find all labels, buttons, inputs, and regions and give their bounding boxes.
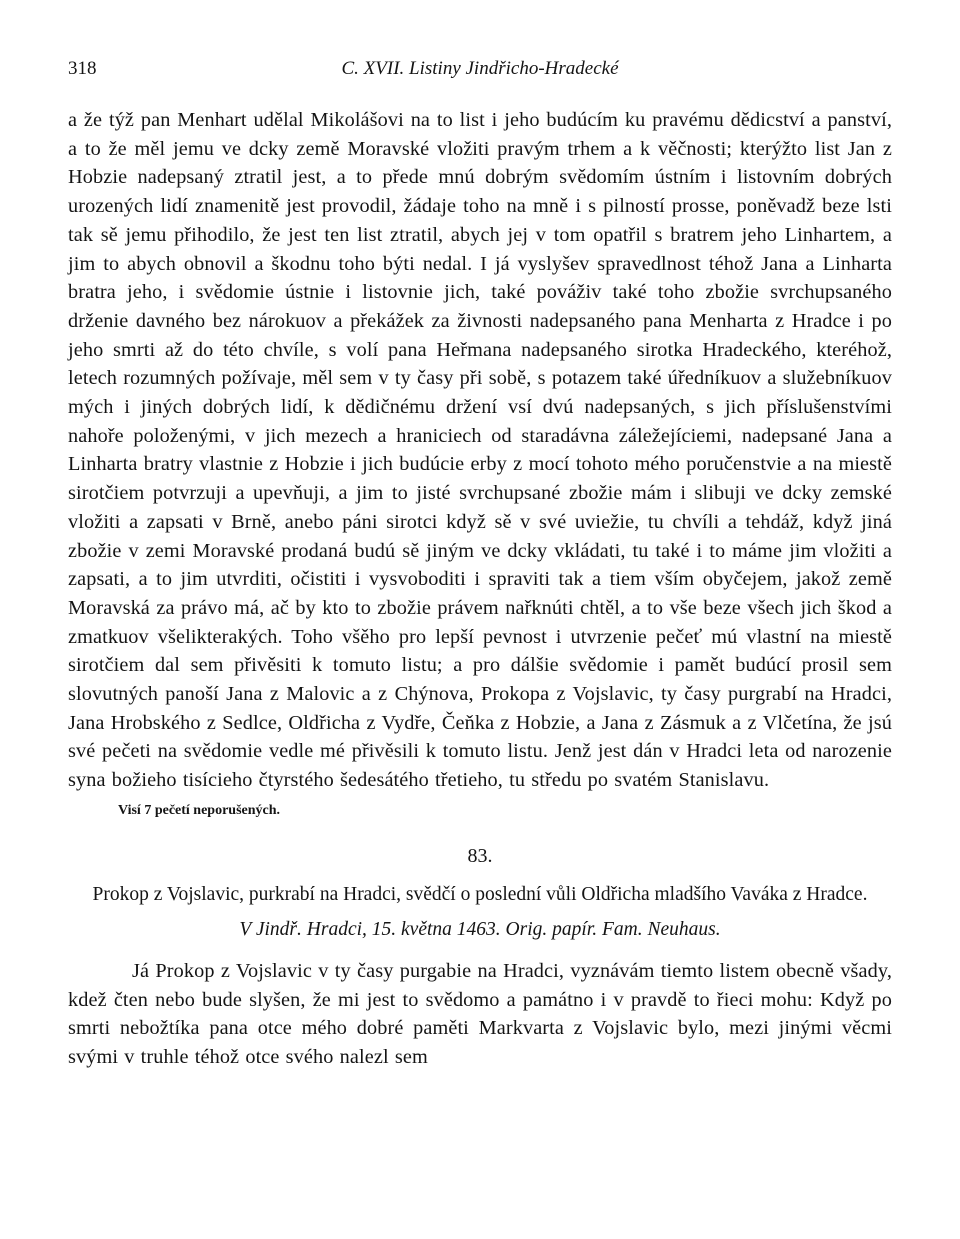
- document-body-paragraph: Já Prokop z Vojslavic v ty časy purgabie na Hradci, vyznávám tiemto listem obecně všady, kdež čten nebo bude slyšen, že mi jest to svědomo a památno i v pravdě to řieci mohu: Když po smrti nebožtíka pana otce mého dobré paměti Markvarta z Vojslavic bylo, mezi jinými věcmi svými v truhle téhož otce svého nalezl sem: [68, 959, 892, 1068]
- header-title: C. XVII. Listiny Jindřicho-Hradecké: [341, 58, 619, 79]
- page-number: 318: [68, 58, 97, 79]
- document-body: [68, 957, 892, 1072]
- main-text-block: [68, 106, 892, 795]
- seal-note: Visí 7 pečetí neporušených.: [118, 802, 281, 818]
- document-summary: Prokop z Vojslavic, purkrabí na Hradci, svědčí o poslední vůli Oldřicha mladšího Vaváka z Hradce.: [92, 883, 868, 905]
- document-source: V Jindř. Hradci, 15. května 1463. Orig. papír. Fam. Neuhaus.: [239, 918, 721, 940]
- document-page: [68, 52, 892, 1072]
- document-number: 83.: [467, 844, 493, 867]
- main-paragraph: a že týž pan Menhart udělal Mikolášovi na to list i jeho budúcím ku pravému dědicství a panství, a to že měl jemu ve dcky země Moravské vložiti pravým trhem a k věčnosti; kterýžto list Jan z Hobzie nadepsaný ztratil jest, a to přede mnú dobrým svědomím ústním i listovním dobrých urozených lidí znamenitě jest provodil, žádaje toho na mně i s pilností prosse, poněvadž beze lsti tak sě jemu přihodilo, že jest ten list ztratil, abych jej v tom opatřil s bratrem jeho Linhartem, a jim to abych obnovil a škodnu toho býti nedal. I já vyslyšev spravedlnost téhož Jana a Linharta bratra jeho, i svědomie ústnie i listovnie jich, také pováživ také toho zbožie svrchupsaného drženie davného bez nárokuov a překážek za živnosti nadepsaného pana Menharta z Hradce i po jeho smrti až do této chvíle, s volí pana Heřmana nadepsaného sirotka Hradeckého, kteréhož, letech rozumných požívaje, měl sem v ty časy při sobě, s potazem také úředníkuov a služebníkuov mých i jiných dobrých lidí, k dědičnému držení vsí dvú nadepsaných, s jich příslušenstvími nahoře položenými, v jich mezech a hraniciech od staradávna záležejíciemi, nadepsané Jana a Linharta bratry vlastnie z Hobzie i jich budúcie erby z mocí tohoto mého poručenstvie a na miestě sirotčiem potvrzuji a upevňuji, a jim to jisté svrchupsané zbožie mám i slibuji ve dcky zemské vložiti a zapsati v Brně, anebo páni sirotci když sě v své uviežie, tu chvíli a tehdáž, když jiná zbožie v zemi Moravské prodaná budú sě jiným ve dcky vkládati, tu také i to máme jim vložiti a zapsati, a to jim utvrditi, očistiti i vysvoboditi i spraviti tak a tiem vším obyčejem, jakož země Moravská za právo má, ač by kto to zbožie právem nařknúti chtěl, a to vše beze všech jich škod a zmatkuov všelikterakých. Toho všěho pro lepší pevnost i utvrzenie pečeť mú vlastní na miestě sirotčiem dal sem přivěsiti k tomuto listu; a pro dálšie svědomie i pamět budúcí prosil sem slovutných panoší Jana z Malovic a z Chýnova, Prokopa z Vojslavic, ty časy purgrabí na Hradci, Jana Hrobského z Sedlce, Oldřicha z Vydře, Čeňka z Hobzie, a Jana z Zásmuk a z Vlčetína, že jsú své pečeti na svědomie vedle mé přivěsili k tomuto listu. Jenž jest dán v Hradci leta od narozenie syna božieho tisícieho čtyrstého šedesátého třetieho, tu středu po svatém Stanislavu.: [68, 109, 892, 792]
- running-header: [68, 52, 892, 86]
